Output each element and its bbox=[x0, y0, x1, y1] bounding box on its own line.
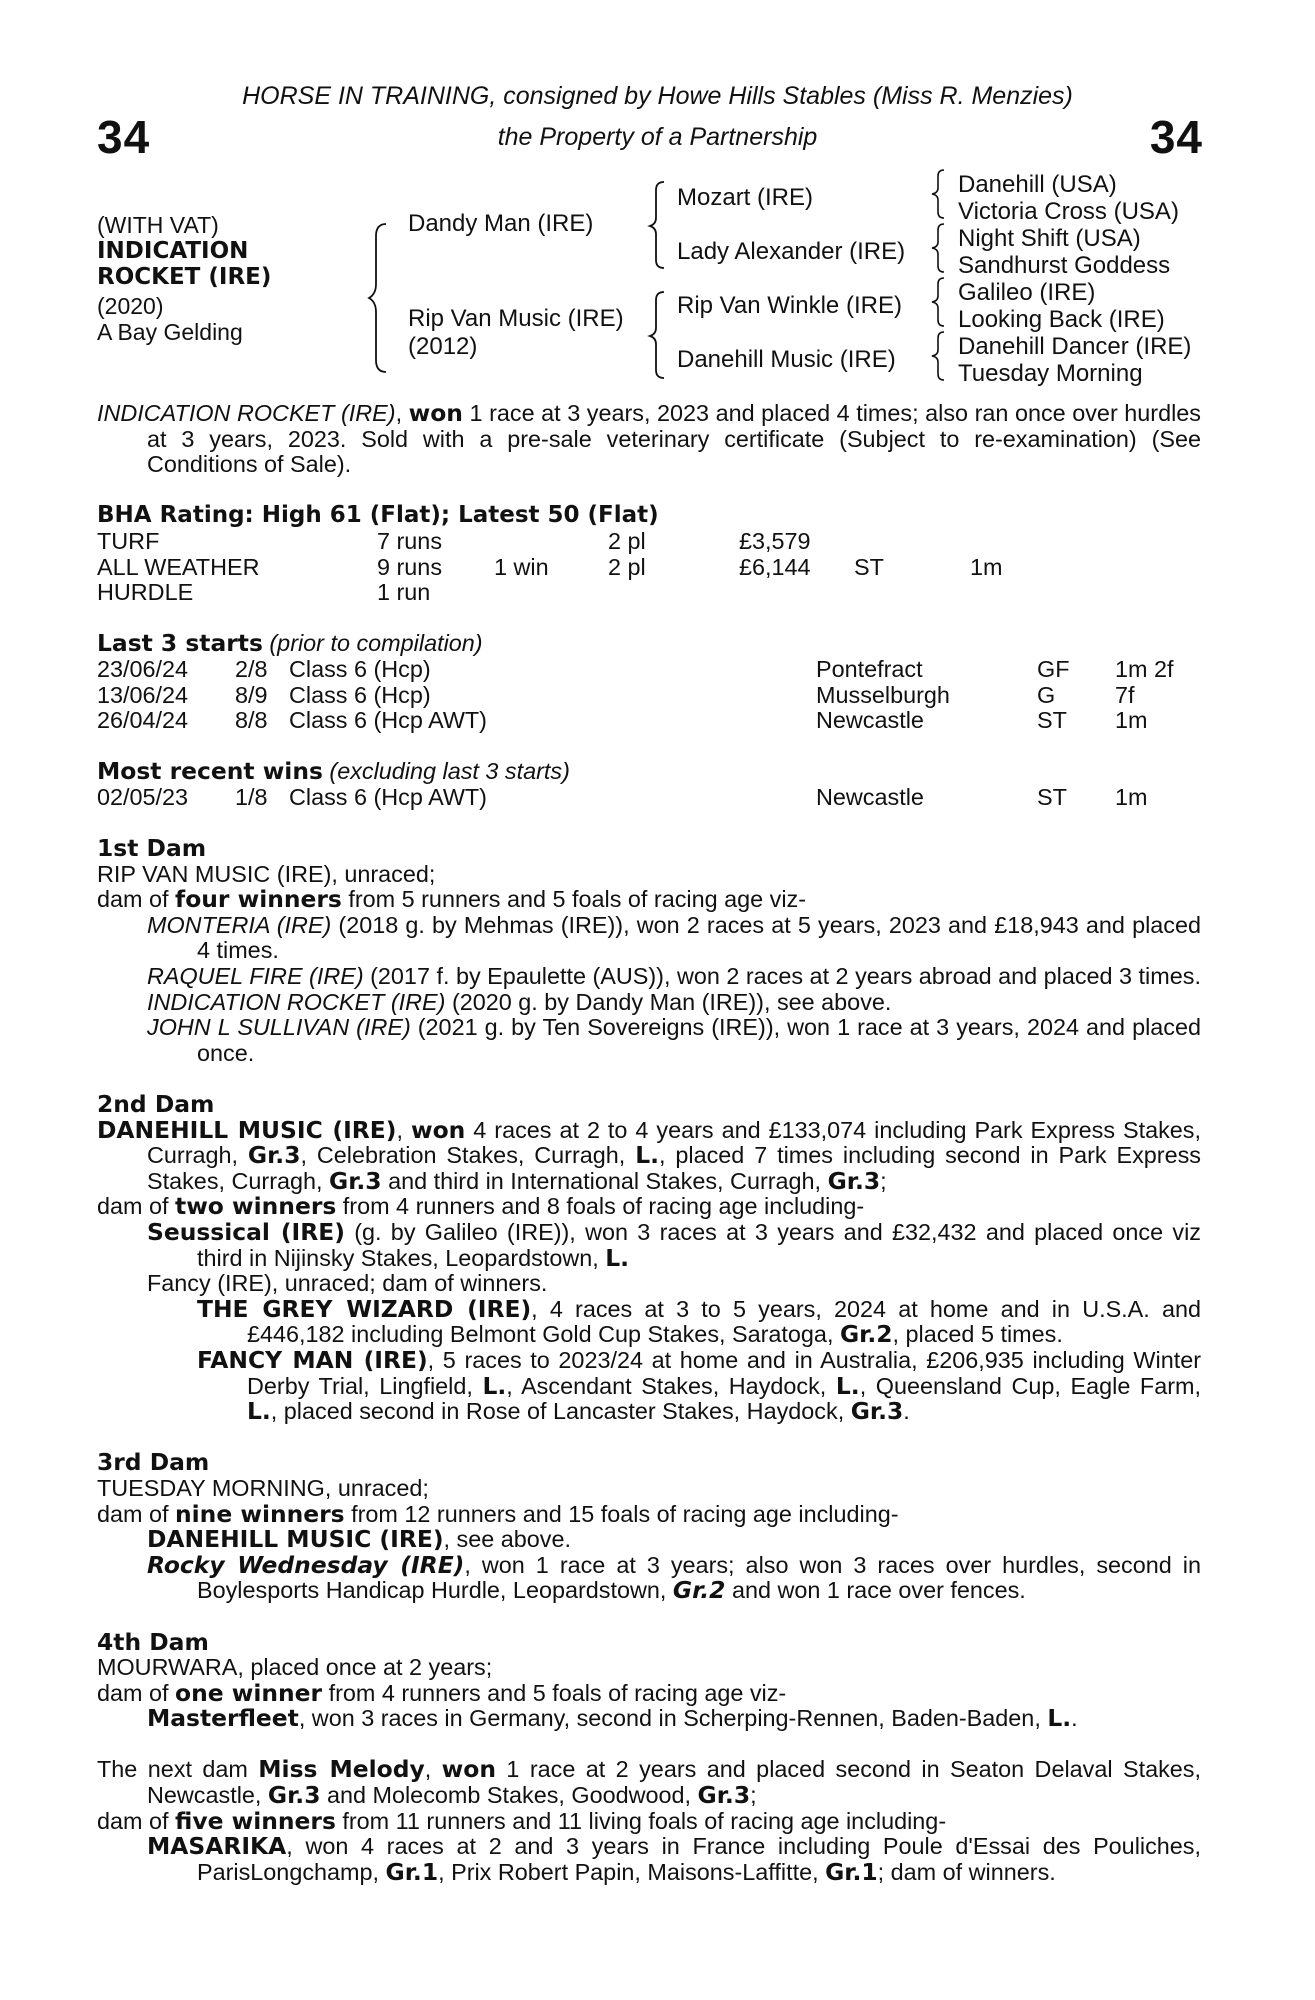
grade-badge: Gr.1 bbox=[385, 1857, 439, 1886]
pedigree-dam-year: (2012) bbox=[408, 333, 478, 360]
grade-badge: Gr.3 bbox=[850, 1397, 904, 1426]
rating-placed: 2 pl bbox=[608, 527, 646, 554]
rating-row-hurdle bbox=[97, 580, 1201, 606]
rating-row-all-weather bbox=[97, 555, 1201, 581]
produce-name: DANEHILL MUSIC (IRE) bbox=[147, 1525, 444, 1554]
produce-name: MASARIKA bbox=[147, 1832, 287, 1861]
rating-surface: ALL WEATHER bbox=[97, 553, 260, 580]
grade-badge: Gr.3 bbox=[697, 1781, 751, 1810]
dam2-winners: two winners bbox=[175, 1192, 337, 1221]
horse-name-line2: ROCKET (IRE) bbox=[97, 264, 272, 290]
start-going: ST bbox=[1037, 707, 1067, 734]
produce-text: , Prix Robert Papin, Maisons-Laffitte, bbox=[438, 1858, 826, 1885]
last-starts-table bbox=[97, 657, 1201, 734]
rating-prize: £6,144 bbox=[739, 553, 811, 580]
dam2-heading: 2nd Dam bbox=[97, 1090, 215, 1119]
start-position: 8/8 bbox=[235, 707, 268, 734]
dam3-winners: nine winners bbox=[175, 1499, 345, 1528]
next-dam-name: Miss Melody bbox=[258, 1755, 425, 1784]
rating-heading: BHA Rating: High 61 (Flat); Latest 50 (Flat) bbox=[97, 502, 659, 529]
produce-text: and won 1 race over fences. bbox=[725, 1577, 1026, 1604]
produce-text: (2020 g. by Dandy Man (IRE)), see above. bbox=[445, 988, 892, 1015]
dam1-line2-a: dam of bbox=[97, 886, 176, 913]
produce-text: . bbox=[1071, 1705, 1078, 1732]
pedigree-g6: Looking Back (IRE) bbox=[958, 306, 1165, 333]
pedigree-dam-sire: Rip Van Winkle (IRE) bbox=[677, 292, 902, 319]
catalogue-body bbox=[97, 401, 1201, 1885]
pedigree-bracket-sire bbox=[648, 180, 668, 270]
produce-text: (2021 g. by Ten Sovereigns (IRE)), won 1 race at 3 years, 2024 and placed once. bbox=[197, 1014, 1201, 1066]
dam4-line1: MOURWARA, placed once at 2 years; bbox=[97, 1654, 493, 1681]
dam3-line1: TUESDAY MORNING, unraced; bbox=[97, 1474, 429, 1501]
produce-text: . bbox=[903, 1398, 910, 1425]
produce-name: RAQUEL FIRE (IRE) bbox=[147, 963, 364, 990]
rating-prize: £3,579 bbox=[739, 527, 811, 554]
rating-surface: TURF bbox=[97, 527, 160, 554]
pedigree-g7: Danehill Dancer (IRE) bbox=[958, 333, 1192, 360]
produce-name: MONTERIA (IRE) bbox=[147, 911, 332, 938]
produce-entry bbox=[97, 1015, 1201, 1066]
win-distance: 1m bbox=[1115, 783, 1148, 810]
grade-badge: Gr.2 bbox=[672, 1576, 726, 1605]
dam2-text: , Celebration Stakes, Curragh, bbox=[300, 1142, 636, 1169]
dam2-won: won bbox=[410, 1115, 466, 1144]
win-going: ST bbox=[1037, 783, 1067, 810]
dam2-text: 4 races at 2 to 4 years and £133,074 including Park Express Stakes, Curragh, bbox=[147, 1116, 1202, 1169]
produce-text: , won 3 races in Germany, second in Scherping-Rennen, Baden-Baden, bbox=[298, 1705, 1048, 1732]
produce-text: , placed 5 times. bbox=[892, 1321, 1063, 1348]
start-position: 2/8 bbox=[235, 655, 268, 682]
rating-runs: 1 run bbox=[377, 579, 431, 606]
next-dam-dam-of-a: dam of bbox=[97, 1807, 176, 1834]
last-starts-title: Last 3 starts bbox=[97, 629, 263, 658]
pedigree-bracket-g1 bbox=[930, 168, 948, 220]
produce-text: (2017 f. by Epaulette (AUS)), won 2 races at 2 years abroad and placed 3 times. bbox=[363, 963, 1201, 990]
last-starts-heading bbox=[97, 631, 1201, 657]
pedigree-g8: Tuesday Morning bbox=[958, 360, 1143, 387]
dam1-line2-c: from 5 runners and 5 foals of racing age viz- bbox=[341, 886, 807, 913]
pedigree-g2: Victoria Cross (USA) bbox=[958, 198, 1179, 225]
dam4-line2-a: dam of bbox=[97, 1679, 176, 1706]
pedigree-g5: Galileo (IRE) bbox=[958, 279, 1096, 306]
produce-text: , 5 races to 2023/24 at home and in Australia, £206,935 including Winter Derby Trial, Lingfield, bbox=[247, 1346, 1201, 1399]
listed-badge: L. bbox=[482, 1371, 507, 1400]
dam2-dam-of bbox=[97, 1194, 1201, 1220]
produce-text: , Queensland Cup, Eagle Farm, bbox=[859, 1372, 1201, 1399]
grade-badge: Gr.3 bbox=[329, 1166, 382, 1195]
listed-badge: L. bbox=[605, 1243, 630, 1272]
rating-runs: 7 runs bbox=[377, 527, 443, 554]
grand-produce-entry bbox=[97, 1345, 1201, 1426]
rating-row-turf bbox=[97, 529, 1201, 555]
produce-entry bbox=[97, 1834, 1201, 1885]
start-date: 23/06/24 bbox=[97, 655, 189, 682]
produce-entry bbox=[97, 913, 1201, 964]
next-dam-winners: five winners bbox=[175, 1806, 336, 1835]
dam2-dam-of-a: dam of bbox=[97, 1193, 176, 1220]
produce-text: , see above. bbox=[443, 1526, 571, 1553]
last-starts-note: (prior to compilation) bbox=[269, 630, 483, 657]
start-course: Pontefract bbox=[816, 655, 923, 682]
next-dam-text: 1 race at 2 years and placed second in Seaton Delaval Stakes, Newcastle, bbox=[147, 1756, 1201, 1809]
listed-badge: L. bbox=[835, 1371, 860, 1400]
win-position: 1/8 bbox=[235, 783, 268, 810]
pedigree-bracket-g4 bbox=[930, 330, 948, 382]
dam4-heading: 4th Dam bbox=[97, 1627, 209, 1656]
horse-name-line1: INDICATION bbox=[97, 238, 249, 264]
start-position: 8/9 bbox=[235, 681, 268, 708]
produce-text: , won 1 race at 3 years; also won 3 races over hurdles, second in Boylesports Handicap Hurdle, Leopardstown, bbox=[197, 1551, 1201, 1604]
start-course: Musselburgh bbox=[816, 681, 950, 708]
start-row bbox=[97, 657, 1201, 683]
property-line: the Property of a Partnership bbox=[497, 123, 818, 151]
dam3-line2 bbox=[97, 1499, 1201, 1528]
rating-wins: 1 win bbox=[494, 553, 549, 580]
horse-year: (2020) bbox=[97, 293, 164, 319]
dam1-heading: 1st Dam bbox=[97, 834, 207, 863]
dam1-line1: RIP VAN MUSIC (IRE), unraced; bbox=[97, 860, 436, 887]
listed-badge: L. bbox=[247, 1397, 271, 1426]
dam2-text: ; bbox=[880, 1167, 887, 1194]
consignor-line: HORSE IN TRAINING, consigned by Howe Hills Stables (Miss R. Menzies) bbox=[242, 82, 1073, 110]
next-dam-won: won bbox=[441, 1755, 496, 1784]
produce-entry bbox=[97, 1706, 1201, 1732]
summary-text: 1 race at 3 years, 2023 and placed 4 times; also ran once over hurdles at 3 years, 2023. Sold with a pre-sale veterinary certificate (Subject to re-examination) (See Conditions of Sale). bbox=[147, 400, 1202, 478]
pedigree-dam: Rip Van Music (IRE) bbox=[408, 305, 624, 332]
start-going: G bbox=[1037, 681, 1056, 708]
start-going: GF bbox=[1037, 655, 1070, 682]
pedigree-bracket-dam bbox=[648, 290, 668, 380]
horse-description: A Bay Gelding bbox=[97, 319, 243, 345]
grade-badge: Gr.3 bbox=[267, 1781, 321, 1810]
produce-name: JOHN L SULLIVAN (IRE) bbox=[147, 1014, 411, 1041]
dam3-line2-a: dam of bbox=[97, 1500, 176, 1527]
produce-entry bbox=[97, 990, 1201, 1016]
win-course: Newcastle bbox=[816, 783, 924, 810]
dam2-text: and third in International Stakes, Curragh, bbox=[381, 1167, 828, 1194]
produce-text: , won 4 races at 2 and 3 years in France including Poule d'Essai des Pouliches, ParisLongchamp, bbox=[197, 1833, 1201, 1885]
summary-horse-name: INDICATION ROCKET (IRE) bbox=[97, 400, 396, 426]
produce-text: ; dam of winners. bbox=[877, 1858, 1056, 1885]
dam3-heading: 3rd Dam bbox=[97, 1448, 210, 1477]
grade-badge: Gr.3 bbox=[247, 1141, 301, 1170]
recent-wins-note: (excluding last 3 starts) bbox=[329, 758, 570, 785]
win-race: Class 6 (Hcp AWT) bbox=[289, 783, 487, 810]
produce-name: INDICATION ROCKET (IRE) bbox=[147, 988, 446, 1015]
produce-text: , placed second in Rose of Lancaster Stakes, Haydock, bbox=[270, 1398, 851, 1425]
start-date: 26/04/24 bbox=[97, 707, 189, 734]
start-row bbox=[97, 708, 1201, 734]
produce-text: (g. by Galileo (IRE)), won 3 races at 3 years and £32,432 and placed once viz third in Nijinsky Stakes, Leopardstown, bbox=[197, 1219, 1202, 1271]
produce-entry: Fancy (IRE), unraced; dam of winners. bbox=[147, 1270, 548, 1297]
rating-distance: 1m bbox=[970, 553, 1003, 580]
pedigree-bracket-main bbox=[368, 222, 390, 374]
grade-badge: Gr.2 bbox=[839, 1320, 893, 1349]
produce-name: Masterfleet bbox=[147, 1704, 299, 1733]
produce-name: THE GREY WIZARD (IRE) bbox=[197, 1294, 532, 1323]
produce-entry bbox=[97, 1220, 1201, 1271]
dam3-line2-c: from 12 runners and 15 foals of racing age including- bbox=[344, 1500, 899, 1527]
next-dam-dam-of-c: from 11 runners and 11 living foals of racing age including- bbox=[335, 1807, 947, 1834]
start-distance: 1m bbox=[1115, 707, 1148, 734]
pedigree-dam-dam: Danehill Music (IRE) bbox=[677, 346, 896, 373]
pedigree-g3: Night Shift (USA) bbox=[958, 225, 1141, 252]
recent-wins-heading bbox=[97, 759, 1201, 785]
produce-text: , Ascendant Stakes, Haydock, bbox=[506, 1372, 836, 1399]
start-race: Class 6 (Hcp AWT) bbox=[289, 707, 487, 734]
win-row bbox=[97, 785, 1201, 811]
produce-entry bbox=[97, 1527, 1201, 1553]
dam2-name: DANEHILL MUSIC (IRE) bbox=[97, 1115, 397, 1144]
pedigree-sire-sire: Mozart (IRE) bbox=[677, 184, 814, 211]
dam1-line2 bbox=[97, 887, 1201, 913]
rating-surface: HURDLE bbox=[97, 579, 194, 606]
start-race: Class 6 (Hcp) bbox=[289, 655, 431, 682]
produce-name: Seussical (IRE) bbox=[147, 1218, 345, 1246]
produce-entry bbox=[97, 964, 1201, 990]
pedigree-g1: Danehill (USA) bbox=[958, 171, 1117, 198]
start-date: 13/06/24 bbox=[97, 681, 189, 708]
listed-badge: L. bbox=[1047, 1704, 1072, 1733]
pedigree-g4: Sandhurst Goddess bbox=[958, 252, 1171, 279]
recent-wins-title: Most recent wins bbox=[97, 757, 323, 786]
next-dam-text: and Molecomb Stakes, Goodwood, bbox=[320, 1782, 698, 1809]
pedigree-sire-dam: Lady Alexander (IRE) bbox=[677, 238, 906, 265]
pedigree-bracket-g2 bbox=[930, 222, 948, 274]
dam4-winners: one winner bbox=[175, 1678, 323, 1707]
produce-name: Rocky Wednesday (IRE) bbox=[147, 1550, 465, 1579]
dam4-line2-c: from 4 runners and 5 foals of racing age viz- bbox=[322, 1679, 787, 1706]
next-dam-text: The next dam bbox=[97, 1756, 259, 1783]
lot-number-right: 34 bbox=[1149, 111, 1203, 163]
produce-entry bbox=[97, 1550, 1201, 1605]
grade-badge: Gr.1 bbox=[825, 1857, 878, 1886]
dam2-dam-of-c: from 4 runners and 8 foals of racing age including- bbox=[336, 1193, 865, 1220]
win-date: 02/05/23 bbox=[97, 783, 189, 810]
listed-badge: L. bbox=[635, 1141, 659, 1170]
produce-text: , 4 races at 3 to 5 years, 2024 at home and in U.S.A. and £446,182 including Belmont Gold Cup Stakes, Saratoga, bbox=[247, 1295, 1201, 1348]
next-dam-record bbox=[97, 1757, 1201, 1808]
grand-produce-entry bbox=[97, 1294, 1201, 1349]
race-summary: INDICATION ROCKET (IRE), won 1 race at 3 years, 2023 and placed 4 times; also ran once over hurdles at 3 years, 2023. Sold with a pre-sale veterinary certificate (Subject to re-examination) (See Conditions of Sale). bbox=[97, 399, 1202, 478]
start-row bbox=[97, 683, 1201, 709]
dam4-line2 bbox=[97, 1678, 1201, 1707]
dam1-winners: four winners bbox=[175, 885, 342, 914]
summary-won: won bbox=[408, 399, 463, 427]
start-course: Newcastle bbox=[816, 707, 924, 734]
rating-going: ST bbox=[854, 553, 884, 580]
pedigree-sire: Dandy Man (IRE) bbox=[408, 210, 594, 237]
lot-number-left: 34 bbox=[97, 111, 151, 163]
vat-note: (WITH VAT) bbox=[97, 212, 219, 238]
rating-runs: 9 runs bbox=[377, 553, 443, 580]
rating-placed: 2 pl bbox=[608, 553, 646, 580]
produce-name: FANCY MAN (IRE) bbox=[197, 1345, 428, 1374]
pedigree-bracket-g3 bbox=[930, 276, 948, 328]
start-race: Class 6 (Hcp) bbox=[289, 681, 431, 708]
start-distance: 1m 2f bbox=[1115, 655, 1174, 682]
next-dam-dam-of bbox=[97, 1806, 1201, 1835]
produce-text: (2018 g. by Mehmas (IRE)), won 2 races at 5 years, 2023 and £18,943 and placed 4 times. bbox=[197, 911, 1201, 964]
next-dam-text: ; bbox=[750, 1782, 757, 1809]
start-distance: 7f bbox=[1115, 681, 1135, 708]
grade-badge: Gr.3 bbox=[827, 1166, 881, 1195]
next-dam-text: , bbox=[424, 1756, 442, 1783]
rating-table bbox=[97, 529, 1201, 606]
dam2-record: DANEHILL MUSIC (IRE), won 4 races at 2 to 4 years and £133,074 including Park Express Stakes, Curragh, Gr.3, Celebration Stakes, Curragh, L., placed 7 times including second in Park Express Stakes, Curragh, Gr.3 and third in International Stakes, Curragh, Gr.3; bbox=[97, 1115, 1202, 1195]
dam2-text: , placed 7 times including second in Park Express Stakes, Curragh, bbox=[147, 1142, 1201, 1194]
